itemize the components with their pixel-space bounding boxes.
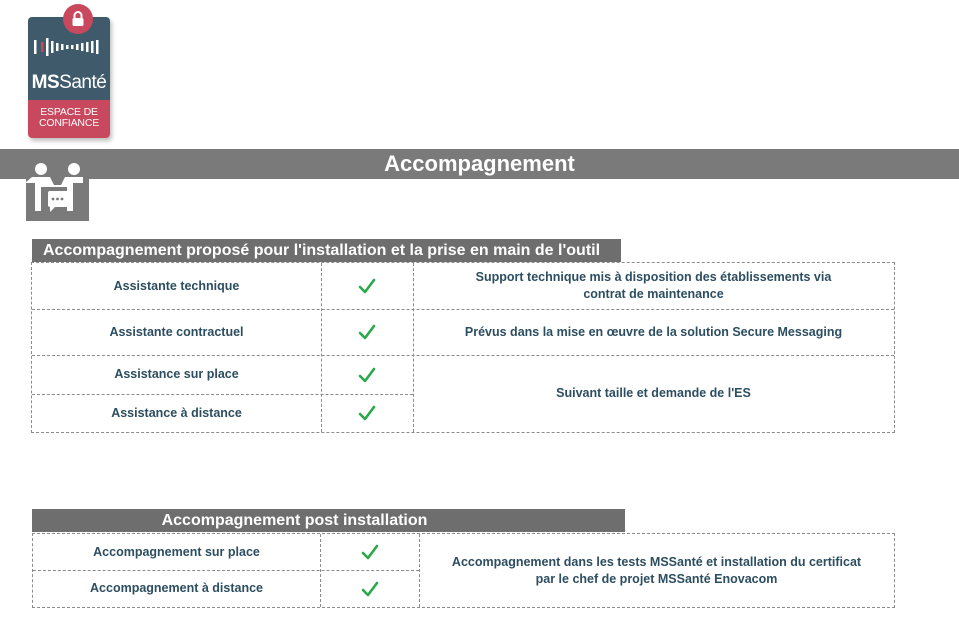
section2-table — [32, 533, 895, 608]
signal-bars-icon — [34, 37, 104, 57]
table-row-label: Accompagnement à distance — [90, 581, 263, 595]
note-line: Accompagnement dans les tests MSSanté et installation du certificat — [451, 554, 862, 569]
table-row-note — [419, 534, 894, 607]
note-line: par le chef de projet MSSanté Enovacom — [535, 571, 778, 586]
people-support-icon — [26, 153, 89, 221]
logo-tagline-line2: CONFIANCE — [38, 117, 100, 129]
mssante-logo — [28, 17, 110, 138]
section1-title: Accompagnement proposé pour l'installation et la prise en main de l'outil — [32, 239, 621, 262]
logo-brand-bold: MS — [31, 72, 60, 93]
title-banner — [0, 149, 959, 179]
check-icon — [320, 534, 419, 570]
lock-icon — [63, 4, 93, 34]
table-row-note: Suivant taille et demande de l'ES — [556, 386, 751, 400]
section2-title: Accompagnement post installation — [161, 512, 428, 529]
logo-brand-light: Santé — [59, 72, 107, 93]
table-row-note: Support technique mis à disposition des établissements via contrat de maintenance — [475, 270, 832, 301]
table-row-label: Assistante contractuel — [109, 324, 244, 339]
logo-tagline-line1: ESPACE DE — [40, 106, 98, 118]
check-icon — [320, 570, 419, 607]
section1-table — [31, 262, 895, 433]
table-row-label: Accompagnement sur place — [93, 544, 260, 559]
page-title: Accompagnement — [384, 151, 575, 176]
check-icon — [321, 355, 413, 394]
check-icon — [321, 309, 413, 355]
check-icon — [321, 394, 413, 432]
check-icon — [321, 263, 413, 309]
table-row-label: Assistante technique — [113, 278, 240, 293]
logo-brand — [28, 72, 110, 94]
table-row-label: Assistance sur place — [114, 367, 239, 381]
section2-title-bar — [32, 509, 625, 532]
logo-tagline — [28, 107, 110, 129]
table-row-label: Assistance à distance — [111, 405, 242, 420]
table-row-note: Prévus dans la mise en œuvre de la solution Secure Messaging — [464, 324, 843, 339]
